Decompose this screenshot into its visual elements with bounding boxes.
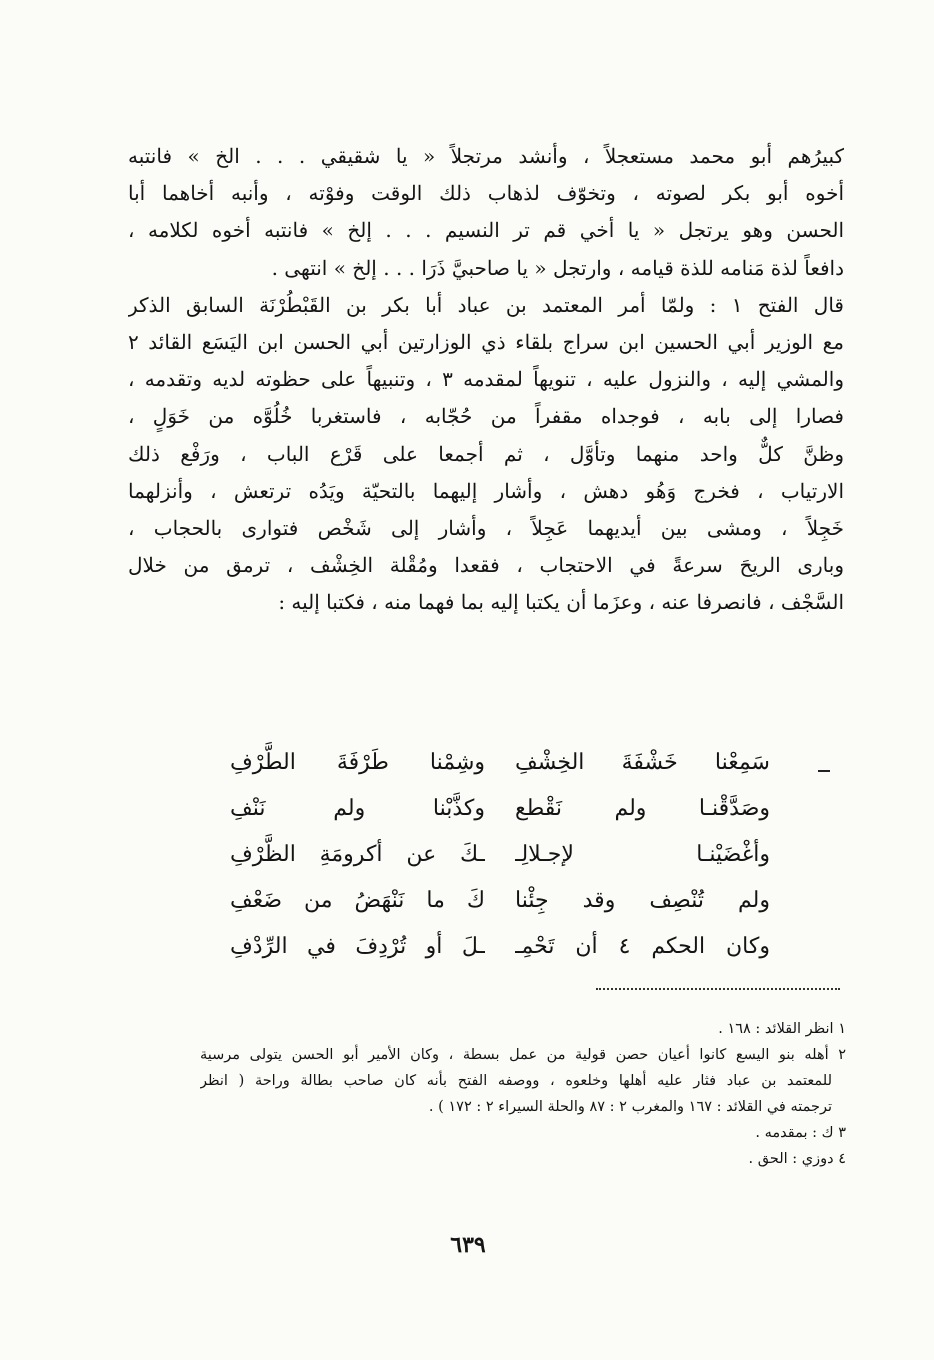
poem-verse — [230, 740, 770, 786]
first-hemistich: ولم تُنْصِف وقد جِئْنا — [515, 888, 770, 913]
second-hemistich: ـلَ أو تُرْدِفَ في الرِّدْفِ — [230, 934, 485, 959]
text-line: دافعاً لذة مَنامه للذة قيامه ، وارتجل « يا صاحبيَّ ذَرَا . . . إلخ » انتهى . — [271, 255, 844, 280]
poem — [230, 740, 770, 970]
second-hemistich: وشِمْنا طَرْفَةَ الطَّرْفِ — [230, 750, 485, 775]
first-hemistich: وكان الحكم ٤ أن تَحْمِـ — [515, 934, 770, 959]
text-line: فصارا إلى بابه ، فوجداه مقفراً من حُجّابه ، فاستغربا خُلُوَّه من خَوَلٍ ، — [128, 404, 844, 429]
text-line: والمشي إليه ، والنزول عليه ، تنويهاً لمقدمه ٣ ، وتنبيهاً على حظوته لديه وتقدمه ، — [128, 367, 844, 392]
footnote: ١ انظر القلائد : ١٦٨ . — [718, 1021, 846, 1037]
second-hemistich: كَ ما نَنْهَضُ من ضَعْفِ — [230, 888, 485, 913]
first-hemistich: وأغْضَيْنـا لإجـلالِـ — [515, 842, 770, 867]
footnote: ٣ ك : بمقدمه . — [755, 1125, 846, 1141]
footnotes — [200, 1016, 846, 1172]
poem-verse — [230, 832, 770, 878]
verse-marker — [818, 770, 830, 772]
footnote-separator — [596, 988, 840, 990]
first-hemistich: سَمِعْنا خَشْفَةَ الخِشْفِ — [515, 750, 770, 775]
second-hemistich: وكذَّبْنا ولم نَنْفِ — [230, 796, 485, 821]
text-line: الحسن وهو يرتجل « يا أخي قم تر النسيم . . . إلخ » فانتبه أخوه لكلامه ، — [128, 218, 844, 243]
main-text — [128, 138, 844, 621]
text-line: وظنَّ كلٌّ واحد منهما وتأوَّل ، ثم أجمعا على قَرْع الباب ، ورَفْع ذلك — [128, 441, 844, 466]
footnote-continuation: للمعتمد بن عباد فثار عليه أهلها وخلعوه ، ووصفه الفتح بأنه كان صاحب بطالة وراحة ( انظر — [200, 1073, 832, 1089]
footnote: ٢ أهله بنو اليسع كانوا أعيان حصن قولية من عمل بسطة ، وكان الأمير أبو الحسن يتولى مرسية — [200, 1047, 846, 1063]
text-line: السَّجْف ، فانصرفا عنه ، وعزَما أن يكتبا إليه بما فهما منه ، فكتبا إليه : — [278, 590, 844, 615]
text-line: وبارى الريحَ سرعةً في الاحتجاب ، فقعدا ومُقْلة الخِشْف ، ترمق من خلال — [128, 553, 844, 578]
text-line: كبيرُهم أبو محمد مستعجلاً ، وأنشد مرتجلاً « يا شقيقي . . . الخ » فانتبه — [128, 144, 844, 168]
poem-verse — [230, 924, 770, 970]
footnote-continuation: ترجمته في القلائد : ١٦٧ والمغرب ٢ : ٨٧ والحلة السيراء ٢ : ١٧٢ ) . — [428, 1099, 832, 1115]
text-line: الارتياب ، فخرج وَهُو دهش ، وأشار إليهما بالتحيّة ويَدُه ترتعش ، وأنزلهما — [128, 478, 844, 503]
footnote: ٤ دوزي : الحق . — [748, 1151, 846, 1167]
poem-verse — [230, 878, 770, 924]
text-line: أخوه أبو بكر لصوته ، وتخوّف لذهاب ذلك الوقت وفوْته ، وأنبه أخاهما أبا — [128, 181, 844, 206]
first-hemistich: وصَدَّقْنـا ولم نَقْطع — [515, 796, 770, 821]
page-number: ٦٣٩ — [450, 1232, 486, 1258]
text-line: قال الفتح ١ : ولمّا أمر المعتمد بن عباد أبا بكر بن القَبْطُرْنَة السابق الذكر — [128, 292, 844, 317]
text-line: خَجِلاً ، ومشى بين أيديهما عَجِلاً ، وأشار إلى شَخْص فتوارى بالحجاب ، — [128, 515, 844, 540]
second-hemistich: ـكَ عن أكرومَةِ الظَّرْفِ — [230, 842, 485, 867]
poem-verse — [230, 786, 770, 832]
text-line: مع الوزير أبي الحسين ابن سراج بلقاء ذي الوزارتين أبي الحسن ابن اليَسَع القائد ٢ — [128, 329, 844, 354]
